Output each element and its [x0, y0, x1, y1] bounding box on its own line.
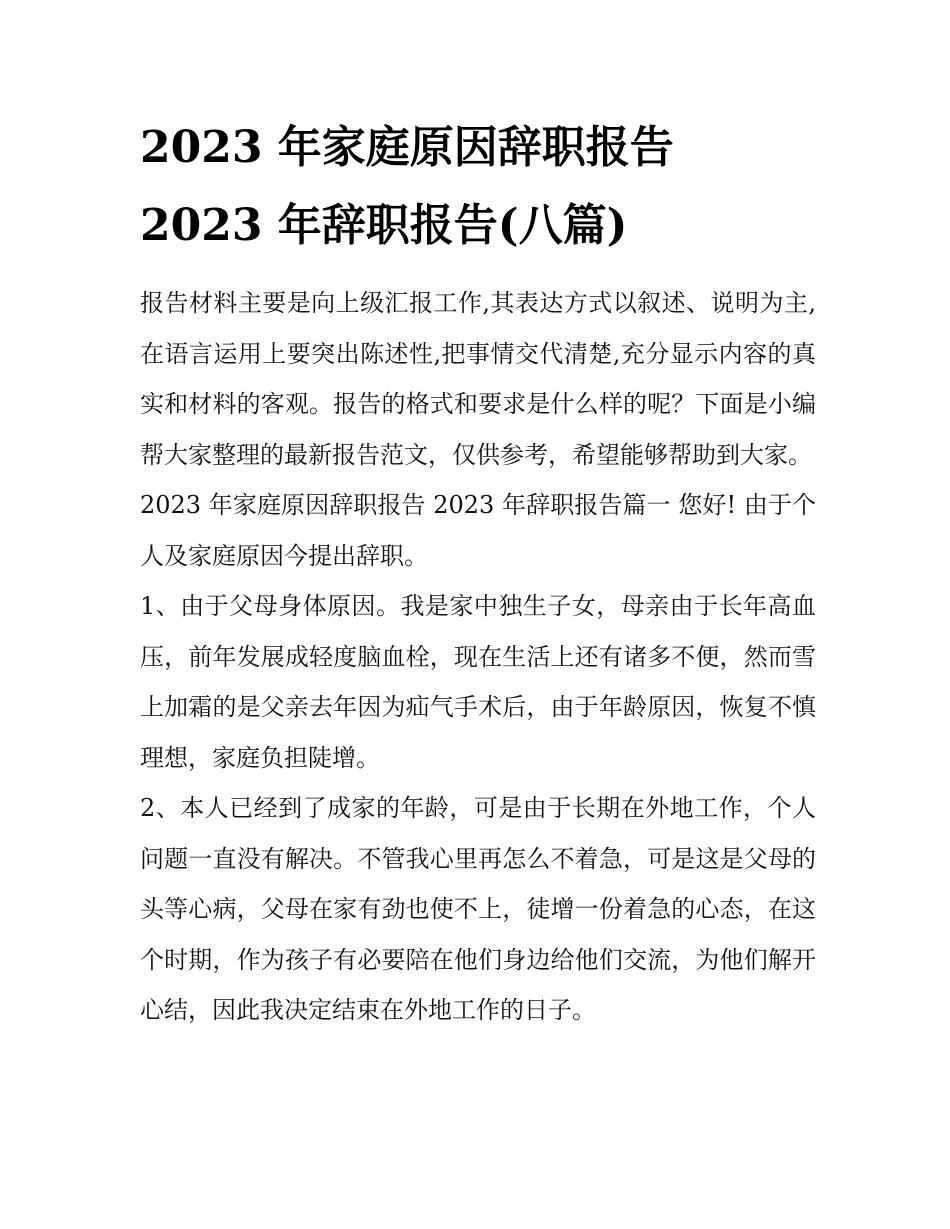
reason-one-paragraph: 1、由于父母身体原因。我是家中独生子女，母亲由于长年高血压，前年发展成轻度脑血栓，现在生活上还有诸多不便，然而雪上加霜的是父亲去年因为疝气手术后，由于年龄原因，恢复不慎理想，家庭负担陡增。	[140, 592, 816, 772]
letter-opening-paragraph: 2023 年家庭原因辞职报告 2023 年辞职报告篇一 您好! 由于个人及家庭原因今提出辞职。	[140, 491, 816, 570]
intro-paragraph: 报告材料主要是向上级汇报工作,其表达方式以叙述、说明为主,在语言运用上要突出陈述性,把事情交代清楚,充分显示内容的真实和材料的客观。报告的格式和要求是什么样的呢？下面是小编帮大家整理的最新报告范文，仅供参考，希望能够帮助到大家。	[140, 289, 816, 469]
reason-two-paragraph: 2、本人已经到了成家的年龄，可是由于长期在外地工作，个人问题一直没有解决。不管我心里再怎么不着急，可是这是父母的头等心病，父母在家有劲也使不上，徒增一份着急的心态，在这个时期，作为孩子有必要陪在他们身边给他们交流，为他们解开心结，因此我决定结束在外地工作的日子。	[140, 794, 816, 1024]
document-title-line-2: 2023 年辞职报告(八篇)	[140, 200, 628, 251]
document-body	[140, 278, 816, 1036]
document-title-line-1: 2023 年家庭原因辞职报告	[140, 122, 674, 173]
